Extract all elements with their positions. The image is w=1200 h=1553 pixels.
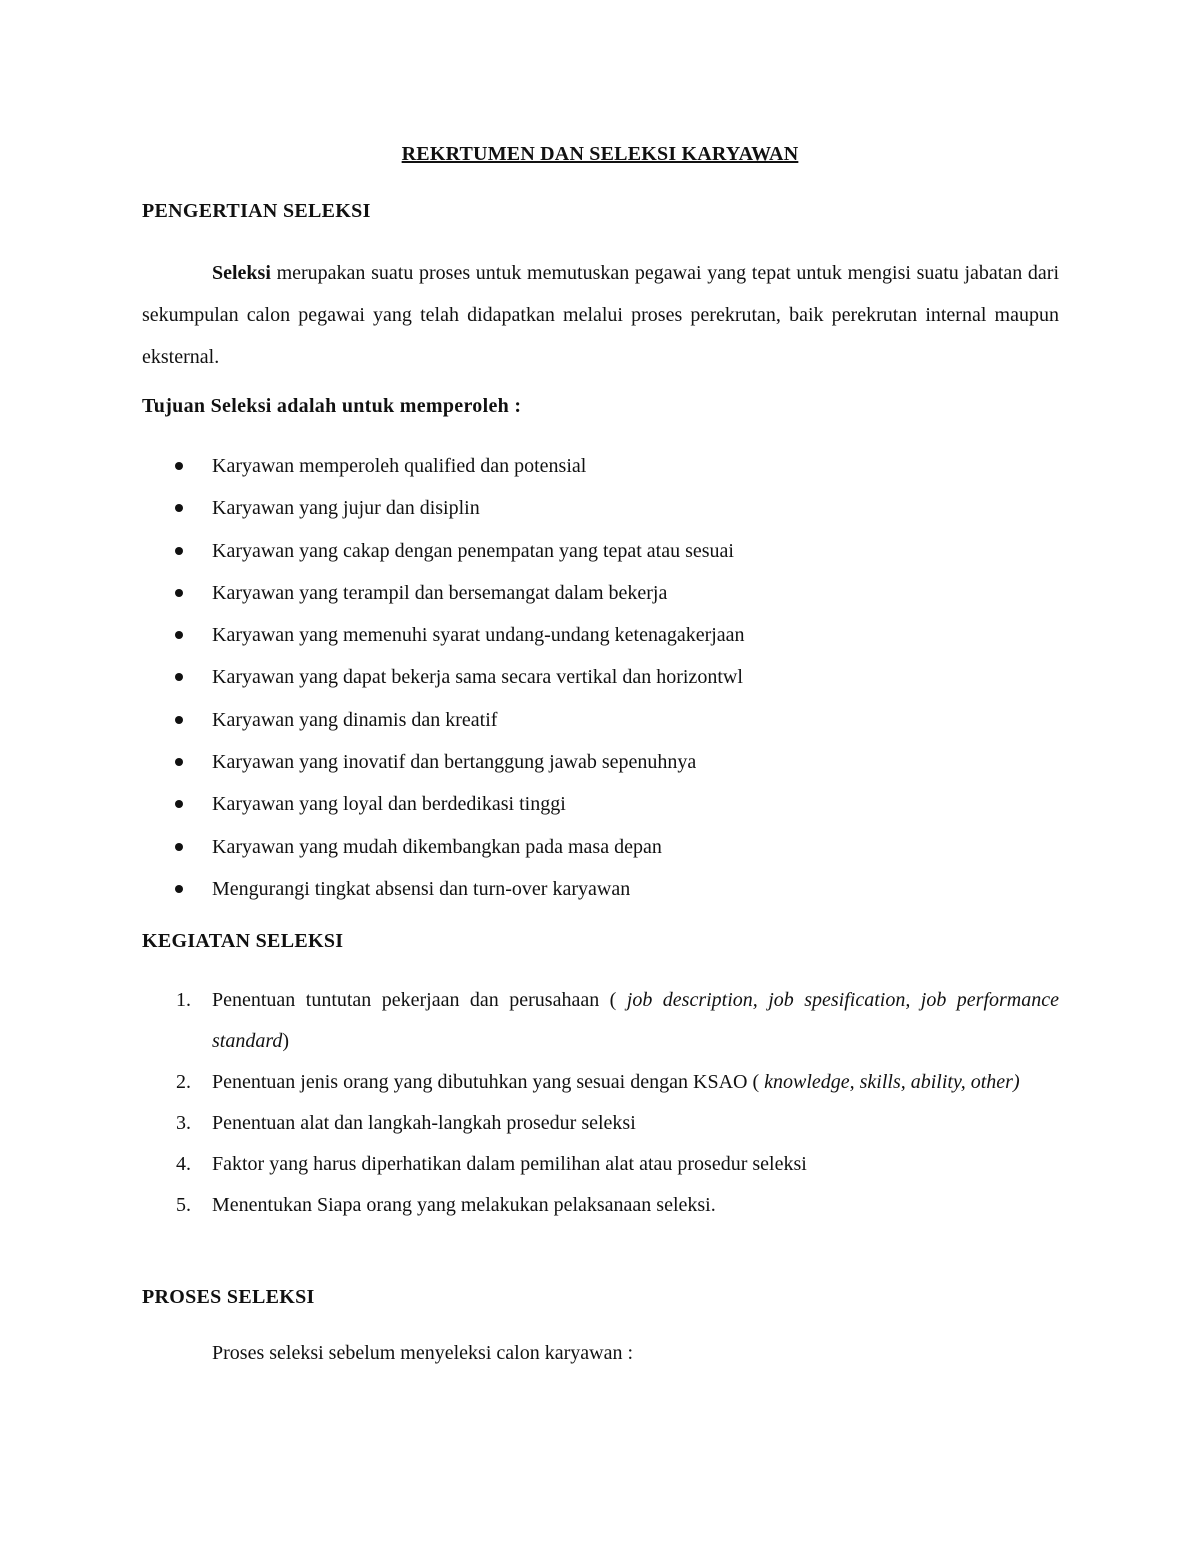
definition-text: merupakan suatu proses untuk memutuskan pegawai yang tepat untuk mengisi suatu jabatan dari sekumpulan calon pegawai yang telah didapatkan melalui proses perekrutan, baik perekrutan internal maupun eksternal. <box>142 262 1059 368</box>
activity-number: 4. <box>176 1153 191 1175</box>
goal-item <box>142 656 745 698</box>
activity-italic-text: job description, job spesification, job performance standard <box>212 989 1059 1052</box>
activity-italic-text: knowledge, skills, ability, other) <box>764 1071 1020 1093</box>
activity-text: Penentuan jenis orang yang dibutuhkan yang sesuai dengan KSAO ( <box>212 1071 765 1093</box>
goal-text: Karyawan yang terampil dan bersemangat dalam bekerja <box>212 581 668 604</box>
bullet-icon <box>175 462 183 470</box>
definition-term: Seleksi <box>212 262 271 284</box>
document-title: REKRTUMEN DAN SELEKSI KARYAWAN <box>401 143 799 165</box>
activity-text: Faktor yang harus diperhatikan dalam pemilihan alat atau prosedur seleksi <box>212 1153 807 1175</box>
goal-text: Mengurangi tingkat absensi dan turn-over karyawan <box>212 877 631 900</box>
goal-text: Karyawan yang mudah dikembangkan pada masa depan <box>212 835 662 858</box>
activity-text: Penentuan alat dan langkah-langkah prosedur seleksi <box>212 1112 636 1134</box>
goals-list <box>142 445 745 910</box>
bullet-icon <box>175 843 183 851</box>
activity-number: 1. <box>176 989 191 1011</box>
process-intro-text: Proses seleksi sebelum menyeleksi calon karyawan : <box>212 1342 633 1364</box>
goal-text: Karyawan yang inovatif dan bertanggung jawab sepenuhnya <box>212 751 697 774</box>
goal-item <box>142 783 745 825</box>
section-heading-proses: PROSES SELEKSI <box>142 1286 315 1308</box>
goals-heading: Tujuan Seleksi adalah untuk memperoleh : <box>142 395 522 417</box>
bullet-icon <box>175 504 183 512</box>
goal-text: Karyawan yang jujur dan disiplin <box>212 497 480 520</box>
goal-item <box>142 741 745 783</box>
goal-text: Karyawan yang cakap dengan penempatan yang tepat atau sesuai <box>212 539 734 562</box>
goal-text: Karyawan yang dapat bekerja sama secara vertikal dan horizontwl <box>212 666 743 689</box>
bullet-icon <box>175 800 183 808</box>
section-heading-pengertian: PENGERTIAN SELEKSI <box>142 200 371 222</box>
goal-item <box>142 699 745 741</box>
definition-paragraph <box>142 252 1059 378</box>
goal-item <box>142 445 745 487</box>
activity-item <box>142 1144 1059 1185</box>
bullet-icon <box>175 758 183 766</box>
activity-text: Penentuan tuntutan pekerjaan dan perusahaan ( <box>212 989 627 1011</box>
activity-item <box>142 1185 1059 1226</box>
goal-text: Karyawan memperoleh qualified dan potensial <box>212 455 587 477</box>
activity-number: 3. <box>176 1112 191 1134</box>
activity-text: Menentukan Siapa orang yang melakukan pelaksanaan seleksi. <box>212 1194 716 1216</box>
activity-item <box>142 1062 1059 1103</box>
bullet-icon <box>175 589 183 597</box>
goal-item <box>142 530 745 572</box>
bullet-icon <box>175 716 183 724</box>
goal-item <box>142 614 745 656</box>
bullet-icon <box>175 631 183 639</box>
activity-item <box>142 980 1059 1062</box>
activity-after-text: ) <box>282 1030 290 1052</box>
activities-list <box>142 980 1059 1226</box>
goal-item <box>142 868 745 910</box>
goal-item <box>142 487 745 529</box>
bullet-icon <box>175 547 183 555</box>
activity-number: 2. <box>176 1071 191 1093</box>
goal-text: Karyawan yang memenuhi syarat undang-undang ketenagakerjaan <box>212 624 745 647</box>
goal-text: Karyawan yang loyal dan berdedikasi tinggi <box>212 793 566 816</box>
bullet-icon <box>175 885 183 893</box>
activity-item <box>142 1103 1059 1144</box>
section-heading-kegiatan: KEGIATAN SELEKSI <box>142 930 344 952</box>
bullet-icon <box>175 673 183 681</box>
activity-number: 5. <box>176 1194 191 1216</box>
goal-text: Karyawan yang dinamis dan kreatif <box>212 708 498 731</box>
goal-item <box>142 826 745 868</box>
goal-item <box>142 572 745 614</box>
